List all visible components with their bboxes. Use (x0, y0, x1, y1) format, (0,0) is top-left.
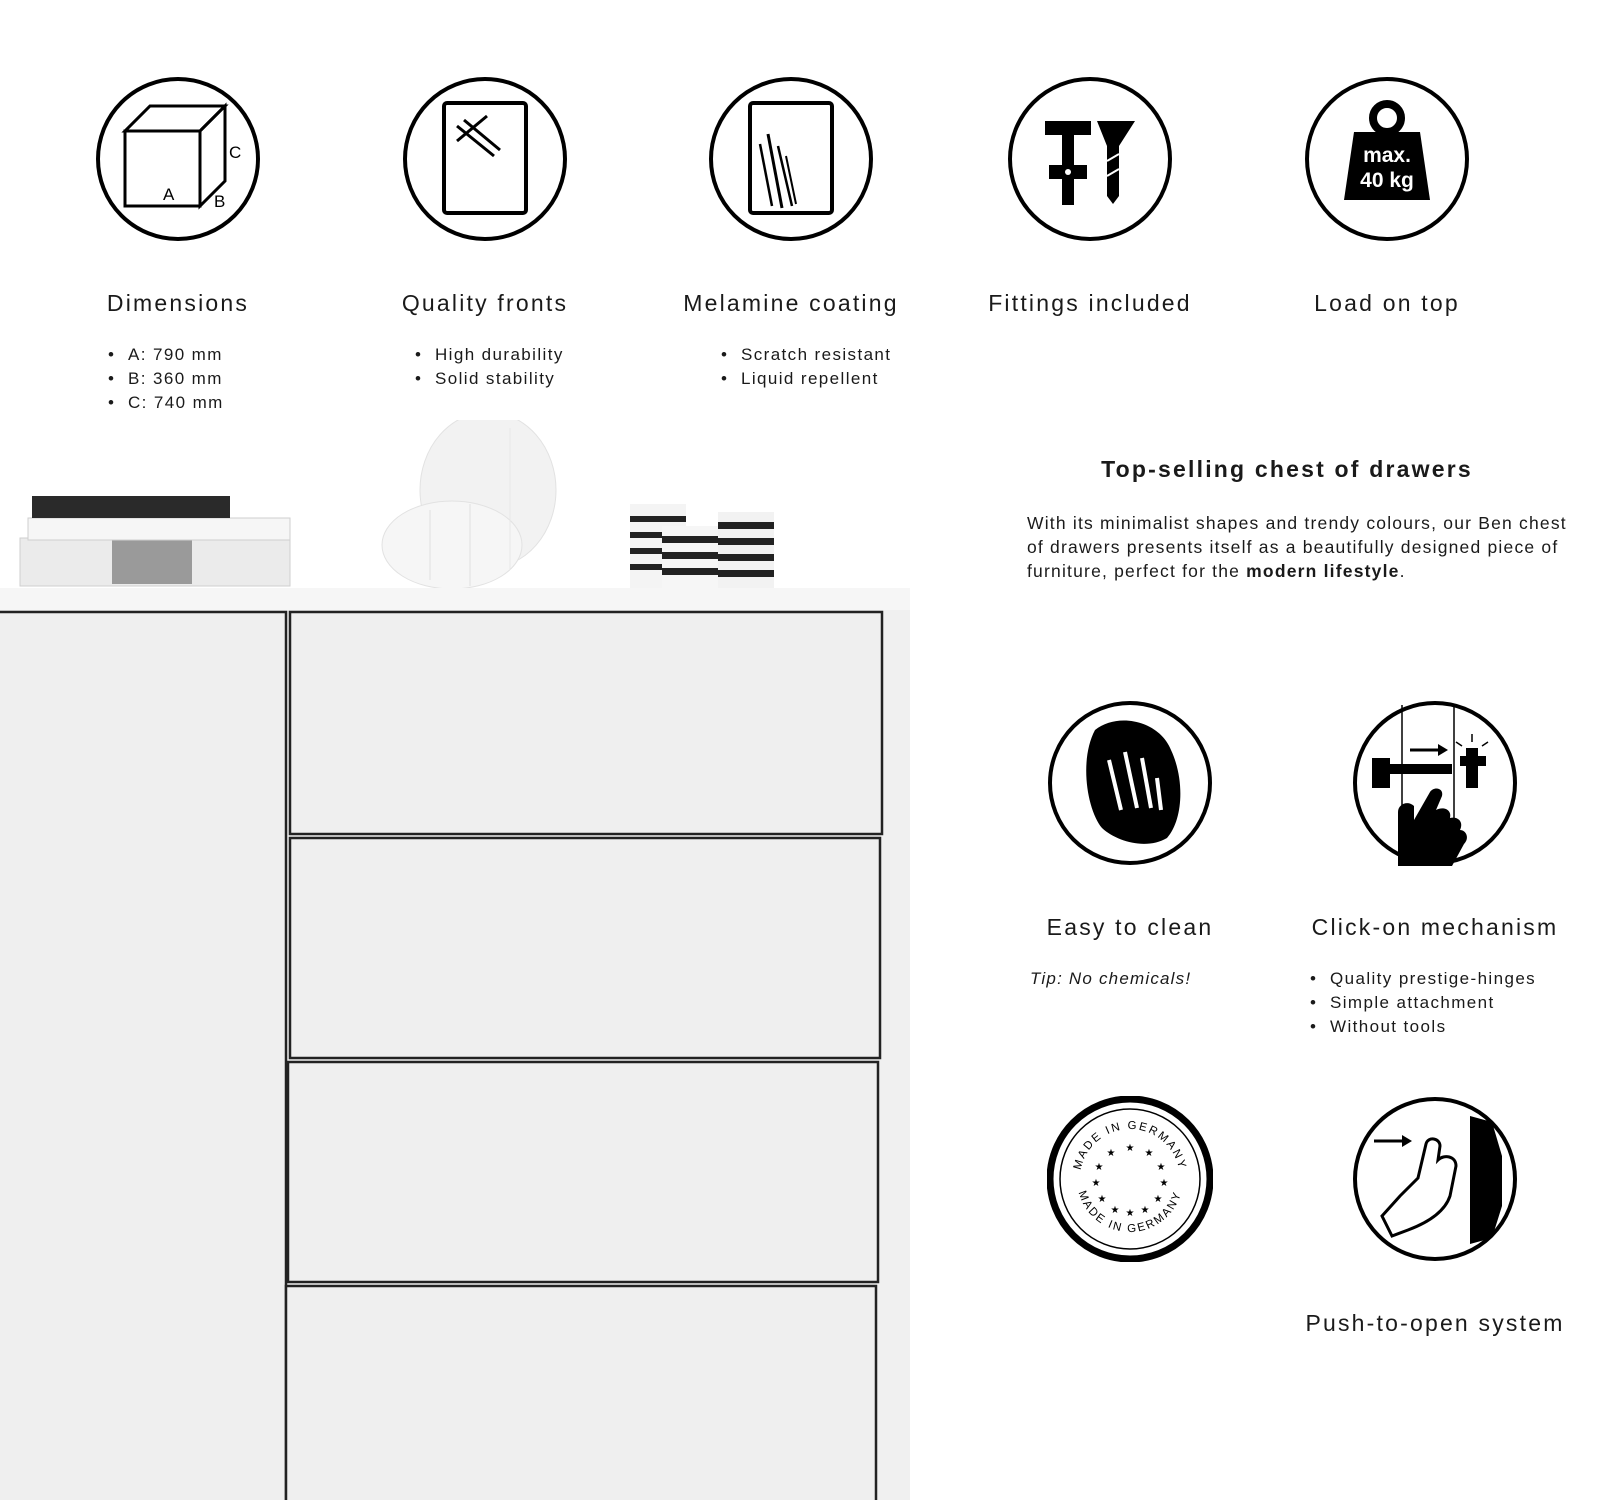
dimensions-list (108, 343, 318, 415)
wiping-hand-icon (1047, 700, 1213, 866)
feature-title-push-to-open: Push-to-open system (1305, 1310, 1565, 1336)
drawer-3 (288, 1062, 878, 1282)
cabinet-door (0, 612, 286, 1500)
svg-text:★: ★ (1125, 1143, 1135, 1154)
promo-body-text: With its minimalist shapes and trendy colours, our Ben chest of drawers presents itself as a beautifully designed piece of furniture, perfect for the (1027, 513, 1567, 581)
label-c: C (229, 143, 242, 162)
list-item: • B: 360 mm (108, 367, 318, 391)
feature-click-on (1290, 700, 1580, 1039)
svg-text:★: ★ (1094, 1162, 1104, 1173)
feature-melamine (651, 76, 931, 391)
feature-title-melamine: Melamine coating (683, 290, 899, 316)
made-in-germany-seal-icon (1047, 1096, 1213, 1262)
drawer-1 (290, 612, 882, 834)
feature-easy-clean (1030, 700, 1230, 989)
feature-title-quality-fronts: Quality fronts (401, 290, 569, 316)
promo-title: Top-selling chest of drawers (1101, 456, 1473, 482)
click-on-list (1310, 967, 1580, 1039)
striped-cups-decoration (630, 504, 774, 588)
chest-of-drawers-illustration (0, 420, 910, 1500)
label-a: A (163, 185, 175, 204)
books-decoration (20, 496, 290, 586)
svg-text:★: ★ (1097, 1194, 1107, 1205)
cube-dimensions-icon (95, 76, 261, 242)
claw-scratch-panel-icon (708, 76, 874, 242)
svg-text:★: ★ (1159, 1178, 1169, 1189)
push-to-open-icon (1352, 1096, 1518, 1262)
list-item: • Scratch resistant (721, 343, 931, 367)
scratch-proof-panel-icon (402, 76, 568, 242)
svg-text:★: ★ (1125, 1208, 1135, 1219)
svg-text:★: ★ (1140, 1205, 1150, 1216)
feature-push-to-open (1290, 1096, 1580, 1337)
list-item: • Quality prestige-hinges (1310, 967, 1580, 991)
feature-title-fittings: Fittings included (988, 290, 1192, 316)
vases-decoration (382, 420, 556, 589)
drawer-4 (286, 1286, 876, 1500)
svg-text:★: ★ (1110, 1205, 1120, 1216)
feature-title-dimensions: Dimensions (106, 290, 250, 316)
list-item: • Liquid repellent (721, 367, 931, 391)
feature-load (1247, 76, 1527, 317)
clean-tip: Tip: No chemicals! (1030, 969, 1192, 988)
svg-text:★: ★ (1156, 1162, 1166, 1173)
list-item: • C: 740 mm (108, 391, 318, 415)
feature-quality-fronts (345, 76, 625, 391)
weight-line-1: max. (1363, 144, 1411, 167)
feature-made-in-germany (1030, 1096, 1230, 1262)
melamine-list (721, 343, 931, 391)
feature-title-click-on: Click-on mechanism (1311, 914, 1559, 940)
feature-title-easy-clean: Easy to clean (1046, 914, 1214, 940)
svg-text:★: ★ (1153, 1194, 1163, 1205)
feature-title-load: Load on top (1314, 290, 1460, 316)
list-item: • A: 790 mm (108, 343, 318, 367)
promo-block (1027, 456, 1567, 583)
list-item: • Without tools (1310, 1015, 1580, 1039)
svg-text:★: ★ (1091, 1178, 1101, 1189)
weight-line-2: 40 kg (1360, 169, 1414, 192)
drawer-2 (290, 838, 880, 1058)
svg-text:★: ★ (1106, 1148, 1116, 1159)
hinge-screw-icon (1007, 76, 1173, 242)
promo-highlight: modern lifestyle (1246, 561, 1400, 581)
promo-end: . (1399, 561, 1406, 581)
seal-text-top: MADE IN GERMANY (1071, 1119, 1189, 1172)
list-item: • Solid stability (415, 367, 625, 391)
label-b: B (214, 192, 226, 211)
weight-icon (1304, 76, 1470, 242)
feature-dimensions (38, 76, 318, 415)
hinge-click-icon (1352, 700, 1518, 866)
list-item: • High durability (415, 343, 625, 367)
svg-text:★: ★ (1144, 1148, 1154, 1159)
feature-fittings (950, 76, 1230, 317)
seal-text-bottom: MADE IN GERMANY (1075, 1189, 1185, 1236)
list-item: • Simple attachment (1310, 991, 1580, 1015)
quality-fronts-list (415, 343, 625, 391)
promo-body (1027, 511, 1567, 583)
